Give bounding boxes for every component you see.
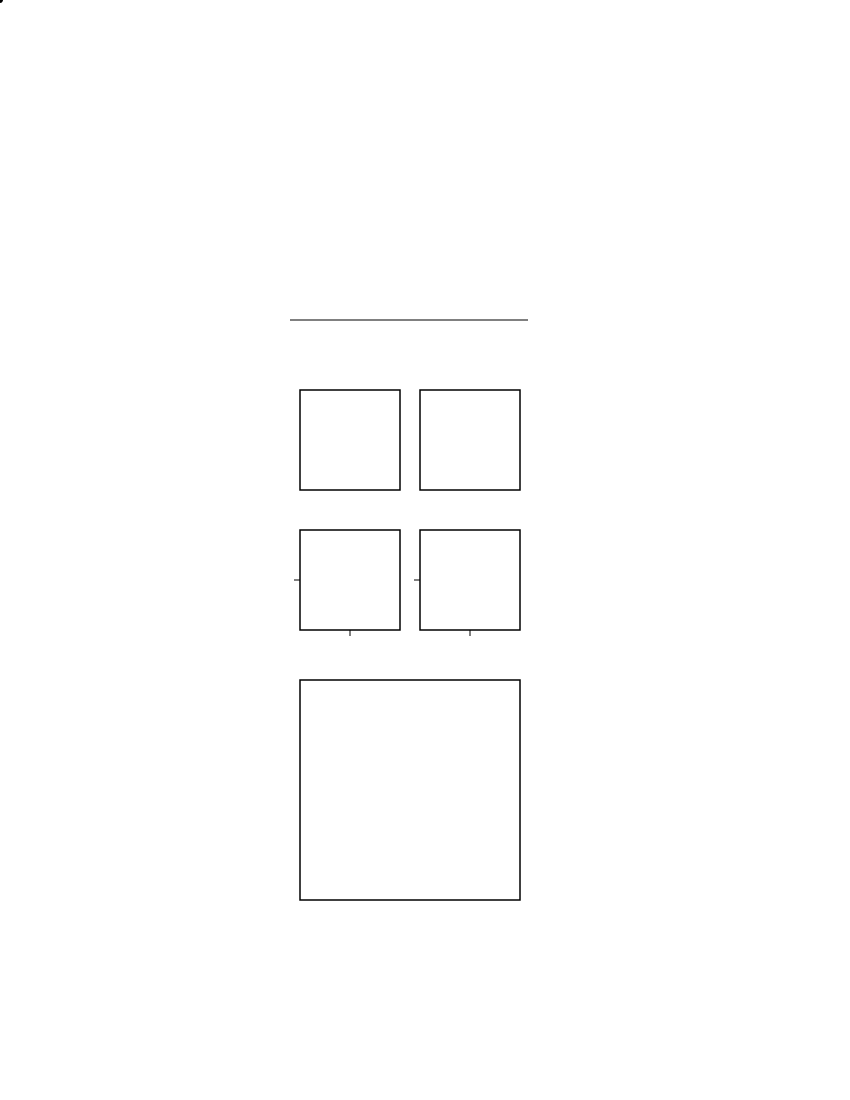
waveform-comparison-left-panel <box>300 390 400 490</box>
particle-motion-corrected-panel <box>414 530 520 636</box>
best-fit-marker <box>0 0 3 3</box>
waveform-comparison-right-panel <box>420 390 520 490</box>
particle-motion-original-panel <box>294 530 400 636</box>
seismogram-panel <box>290 138 528 320</box>
